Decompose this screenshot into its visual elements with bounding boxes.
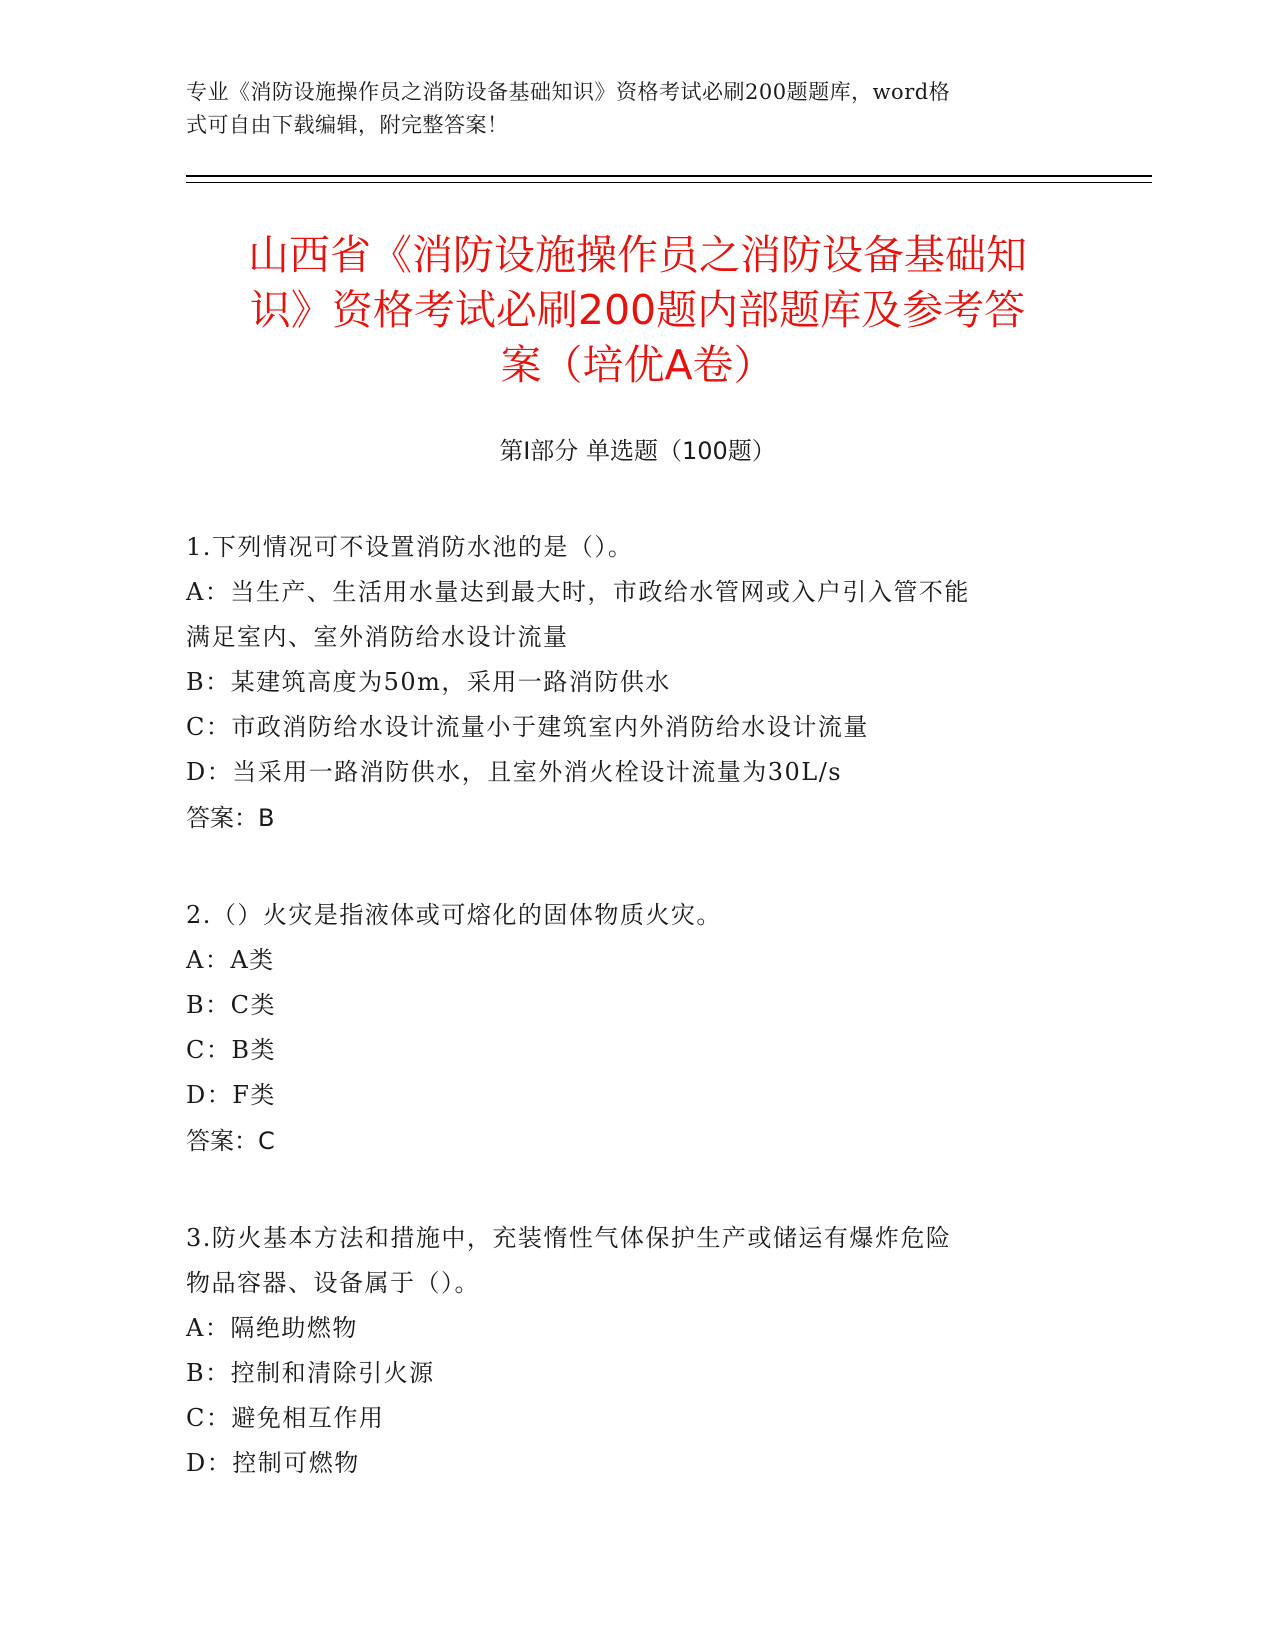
question-2 (186, 893, 1086, 1164)
document-title (190, 228, 1085, 393)
option-d: D：控制可燃物 (186, 1449, 360, 1477)
option-c: C：避免相互作用 (186, 1404, 385, 1432)
header-note (186, 76, 1066, 142)
option-c: C：B类 (186, 1036, 276, 1064)
title-line-1: 山西省《消防设施操作员之消防设备基础知 (248, 231, 1027, 279)
answer: 答案：B (186, 804, 275, 832)
option-a-continued: 满足室内、室外消防给水设计流量 (186, 623, 569, 651)
title-line-3: 案（培优A卷） (500, 341, 775, 389)
question-1 (186, 525, 1086, 841)
answer: 答案：C (186, 1127, 275, 1155)
question-stem: 2.（）火灾是指液体或可熔化的固体物质火灾。 (186, 901, 722, 929)
header-note-line-2: 式可自由下载编辑，附完整答案！ (186, 113, 509, 137)
question-stem: 1.下列情况可不设置消防水池的是（）。 (186, 533, 634, 561)
question-3 (186, 1216, 1086, 1486)
question-stem-continued: 物品容器、设备属于（）。 (186, 1269, 480, 1297)
header-note-line-1: 专业《消防设施操作员之消防设备基础知识》资格考试必刷200题题库，word格 (186, 80, 951, 104)
option-a: A：隔绝助燃物 (186, 1314, 358, 1342)
option-a: A：A类 (186, 946, 275, 974)
option-b: B：控制和清除引火源 (186, 1359, 435, 1387)
option-d: D：当采用一路消防供水，且室外消火栓设计流量为30L/s (186, 758, 843, 786)
title-line-2: 识》资格考试必刷200题内部题库及参考答 (249, 286, 1026, 334)
option-c: C：市政消防给水设计流量小于建筑室内外消防给水设计流量 (186, 713, 869, 741)
section-heading: 第Ⅰ部分 单选题（100题） (499, 437, 776, 465)
option-d: D：F类 (186, 1081, 276, 1109)
option-b: B：某建筑高度为50m，采用一路消防供水 (186, 668, 671, 696)
question-stem: 3.防火基本方法和措施中，充装惰性气体保护生产或储运有爆炸危险 (186, 1224, 952, 1252)
header-rule-thin (186, 182, 1152, 183)
question-list (186, 525, 1086, 1538)
option-b: B：C类 (186, 991, 276, 1019)
option-a: A：当生产、生活用水量达到最大时，市政给水管网或入户引入管不能 (186, 578, 970, 606)
header-rule-thick (186, 175, 1152, 177)
